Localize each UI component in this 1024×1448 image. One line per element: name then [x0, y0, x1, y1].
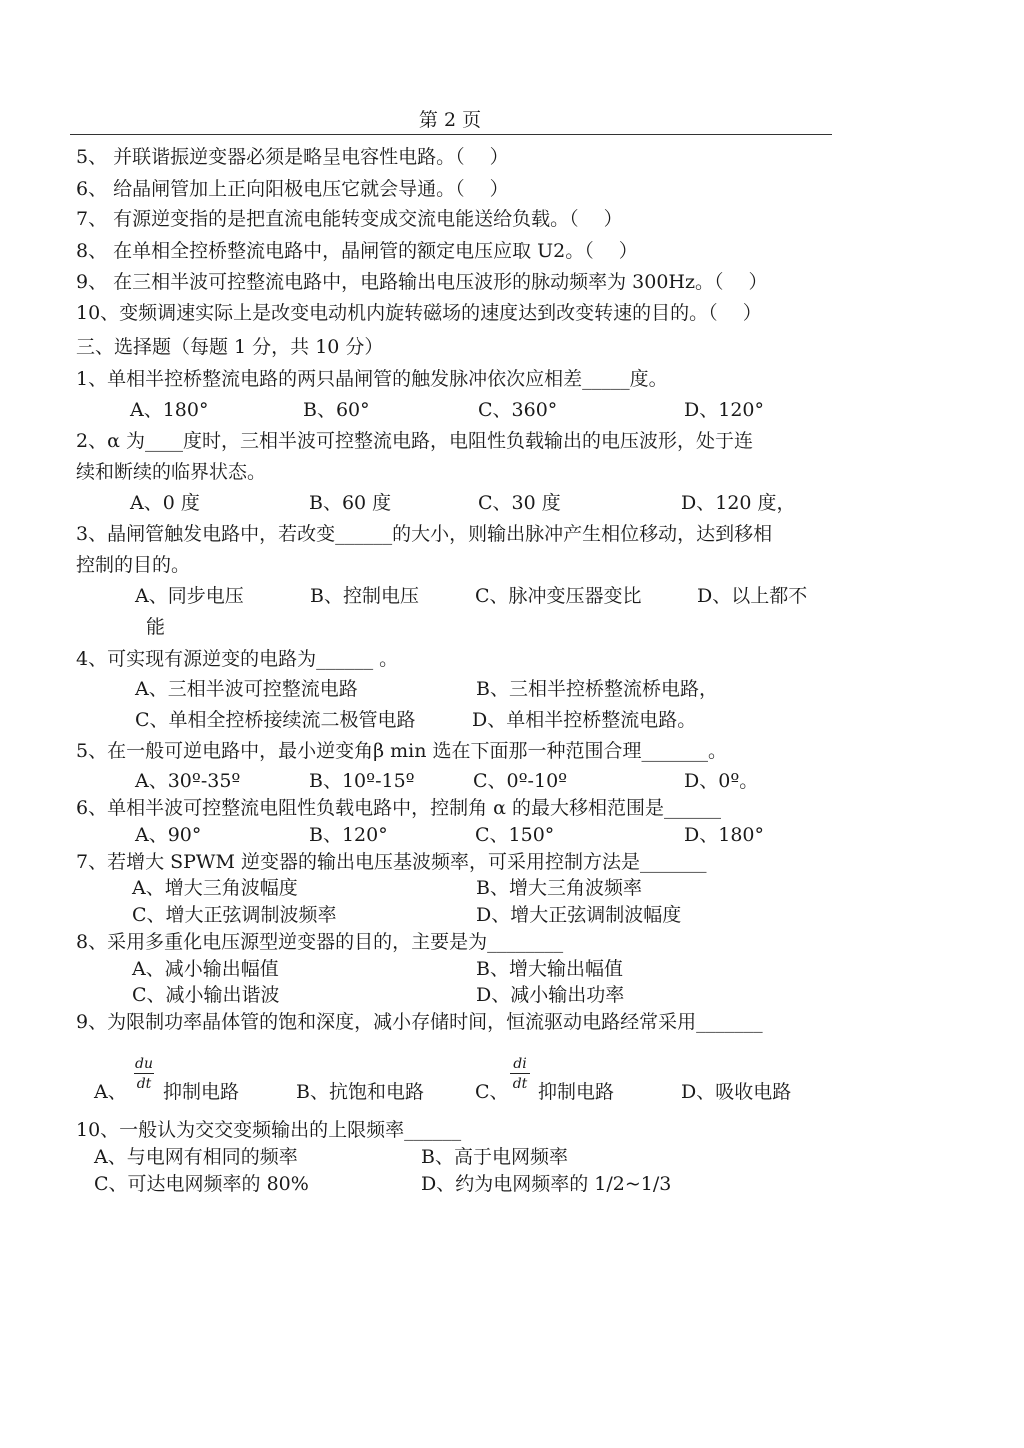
q3-option-a: A、同步电压 — [135, 585, 244, 607]
fraction-numerator: du — [135, 1056, 153, 1072]
q10-stem: 10、一般认为交交变频输出的上限频率______ — [76, 1119, 462, 1141]
q8-option-c: C、减小输出谐波 — [132, 984, 280, 1006]
page-header: 第 2 页 — [418, 109, 482, 131]
q10-option-c: C、可达电网频率的 80% — [94, 1173, 309, 1195]
q6-option-b: B、120° — [309, 824, 388, 846]
q7-option-d: D、增大正弦调制波幅度 — [476, 904, 682, 926]
q2-option-d: D、120 度， — [681, 492, 796, 514]
tf-item-10: 10、变频调速实际上是改变电动机内旋转磁场的速度达到改变转速的目的。（ ） — [76, 302, 762, 324]
q7-option-a: A、增大三角波幅度 — [132, 877, 298, 899]
q8-option-a: A、减小输出幅值 — [132, 958, 279, 980]
q6-option-c: C、150° — [475, 824, 555, 846]
fraction-denominator: dt — [512, 1076, 528, 1092]
q9-option-d: D、吸收电路 — [681, 1081, 792, 1103]
q9-option-a-fraction — [132, 1057, 156, 1091]
q2-option-a: A、0 度 — [130, 492, 200, 514]
q3-option-b: B、控制电压 — [310, 585, 419, 607]
q9-option-b: B、抗饱和电路 — [296, 1081, 424, 1103]
q2-stem-line1: 2、α 为____度时，三相半波可控整流电路，电阻性负载输出的电压波形，处于连 — [76, 430, 753, 452]
tf-item-6: 6、 给晶闸管加上正向阳极电压它就会导通。（ ） — [76, 178, 509, 200]
q10-option-b: B、高于电网频率 — [421, 1146, 568, 1168]
q6-option-a: A、90° — [135, 824, 202, 846]
q1-option-c: C、360° — [478, 399, 558, 421]
q2-option-c: C、30 度 — [478, 492, 561, 514]
q3-option-d-continued: 能 — [146, 616, 166, 638]
q4-option-d: D、单相半控桥整流电路。 — [472, 709, 697, 731]
header-rule — [70, 134, 832, 135]
q4-option-b: B、三相半控桥整流桥电路， — [476, 678, 718, 700]
q10-option-a: A、与电网有相同的频率 — [94, 1146, 298, 1168]
q7-stem: 7、若增大 SPWM 逆变器的输出电压基波频率，可采用控制方法是_______ — [76, 851, 707, 873]
q5-stem: 5、在一般可逆电路中，最小逆变角β min 选在下面那一种范围合理_______。 — [76, 740, 727, 762]
q7-option-c: C、增大正弦调制波频率 — [132, 904, 337, 926]
section-title-choice: 三、选择题（每题 1 分，共 10 分） — [76, 336, 384, 358]
q1-stem: 1、单相半控桥整流电路的两只晶闸管的触发脉冲依次应相差_____度。 — [76, 368, 668, 390]
q9-option-c-text: 抑制电路 — [538, 1081, 615, 1103]
fraction-denominator: dt — [136, 1076, 152, 1092]
q9-stem: 9、为限制功率晶体管的饱和深度，减小存储时间，恒流驱动电路经常采用_______ — [76, 1011, 763, 1033]
q4-option-c: C、单相全控桥接续流二极管电路 — [135, 709, 416, 731]
fraction-numerator: di — [513, 1056, 527, 1072]
q4-stem: 4、可实现有源逆变的电路为______ 。 — [76, 648, 399, 670]
q1-option-d: D、120° — [684, 399, 764, 421]
q6-stem: 6、单相半波可控整流电阻性负载电路中，控制角 α 的最大移相范围是______ — [76, 797, 721, 819]
q5-option-b: B、10º-15º — [309, 770, 415, 792]
fraction-bar — [510, 1073, 530, 1074]
q1-option-b: B、60° — [303, 399, 370, 421]
q7-option-b: B、增大三角波频率 — [476, 877, 642, 899]
fraction-bar — [134, 1073, 154, 1074]
q3-stem-line1: 3、晶闸管触发电路中，若改变______的大小，则输出脉冲产生相位移动，达到移相 — [76, 523, 773, 545]
tf-item-8: 8、 在单相全控桥整流电路中，晶闸管的额定电压应取 U2。（ ） — [76, 240, 638, 262]
q9-option-a-label: A、 — [94, 1081, 127, 1103]
tf-item-5: 5、 并联谐振逆变器必须是略呈电容性电路。（ ） — [76, 146, 509, 168]
tf-item-9: 9、 在三相半波可控整流电路中，电路输出电压波形的脉动频率为 300Hz。（ ） — [76, 271, 768, 293]
q3-stem-line2: 控制的目的。 — [76, 554, 191, 576]
q9-option-c-label: C、 — [475, 1081, 509, 1103]
q2-stem-line2: 续和断续的临界状态。 — [76, 461, 267, 483]
q1-option-a: A、180° — [130, 399, 209, 421]
q3-option-c: C、脉冲变压器变比 — [475, 585, 642, 607]
q2-option-b: B、60 度 — [309, 492, 392, 514]
q8-option-b: B、增大输出幅值 — [476, 958, 623, 980]
tf-item-7: 7、 有源逆变指的是把直流电能转变成交流电能送给负载。（ ） — [76, 208, 623, 230]
q4-option-a: A、三相半波可控整流电路 — [135, 678, 358, 700]
q8-stem: 8、采用多重化电压源型逆变器的目的，主要是为________ — [76, 931, 564, 953]
q10-option-d: D、约为电网频率的 1/2~1/3 — [421, 1173, 672, 1195]
q8-option-d: D、减小输出功率 — [476, 984, 625, 1006]
q5-option-d: D、0º。 — [684, 770, 759, 792]
q3-option-d: D、以上都不 — [697, 585, 808, 607]
q9-option-c-fraction — [508, 1057, 532, 1091]
q5-option-a: A、30º-35º — [135, 770, 241, 792]
q5-option-c: C、0º-10º — [473, 770, 568, 792]
q6-option-d: D、180° — [684, 824, 764, 846]
q9-option-a-text: 抑制电路 — [163, 1081, 240, 1103]
